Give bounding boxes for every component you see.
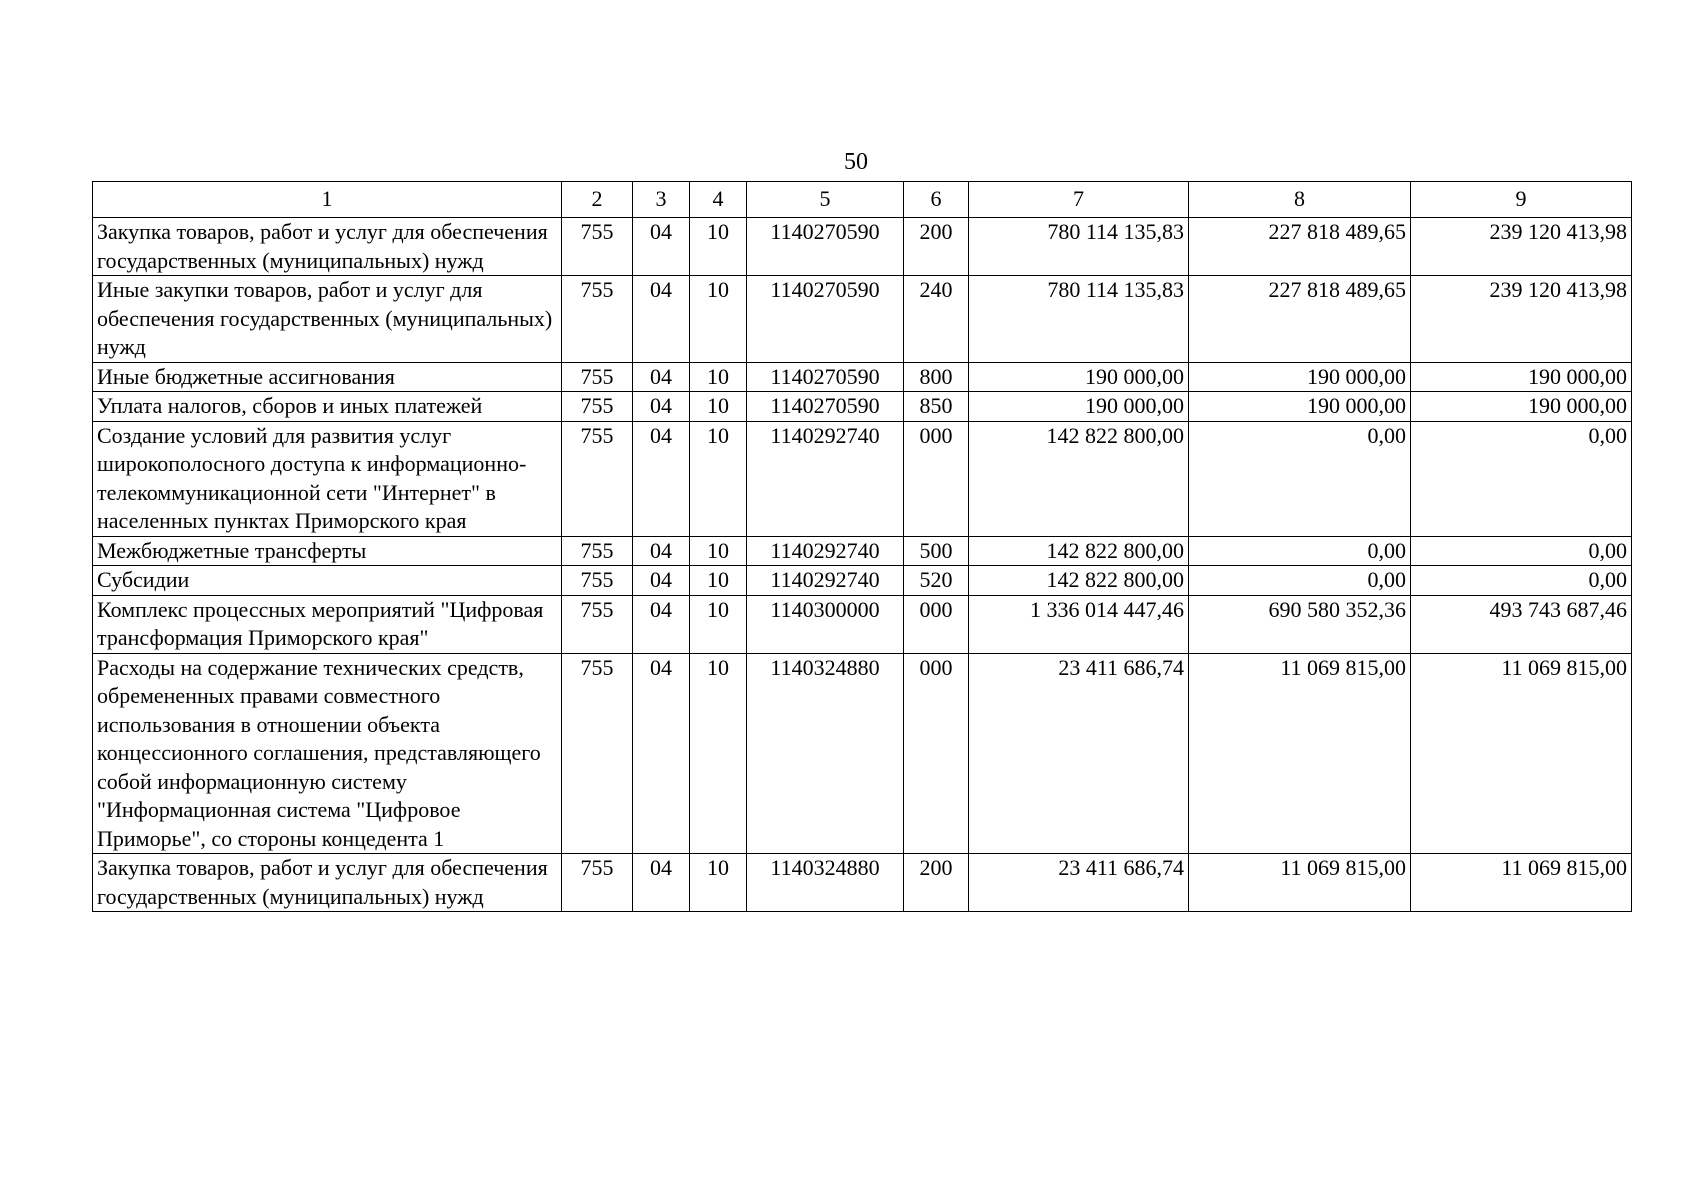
row-amount-8: 11 069 815,00 xyxy=(1189,653,1411,854)
row-code-3: 04 xyxy=(633,566,690,596)
table-header-row xyxy=(93,182,1632,218)
row-amount-9: 239 120 413,98 xyxy=(1411,218,1632,276)
table-row xyxy=(93,653,1632,854)
header-cell: 8 xyxy=(1189,182,1411,218)
row-code-2: 755 xyxy=(562,276,633,363)
row-amount-9: 190 000,00 xyxy=(1411,362,1632,392)
row-amount-8: 190 000,00 xyxy=(1189,362,1411,392)
row-code-6: 800 xyxy=(904,362,969,392)
row-amount-9: 11 069 815,00 xyxy=(1411,854,1632,912)
table-row xyxy=(93,392,1632,422)
row-code-2: 755 xyxy=(562,653,633,854)
row-amount-7: 23 411 686,74 xyxy=(969,653,1189,854)
row-code-6: 500 xyxy=(904,536,969,566)
row-code-5: 1140270590 xyxy=(747,362,904,392)
row-amount-8: 11 069 815,00 xyxy=(1189,854,1411,912)
table-row xyxy=(93,566,1632,596)
row-code-3: 04 xyxy=(633,362,690,392)
row-code-6: 000 xyxy=(904,653,969,854)
table-row xyxy=(93,421,1632,536)
row-code-4: 10 xyxy=(690,421,747,536)
table-row xyxy=(93,595,1632,653)
table-row xyxy=(93,362,1632,392)
row-code-2: 755 xyxy=(562,566,633,596)
header-cell: 7 xyxy=(969,182,1189,218)
row-name: Расходы на содержание технических средств, обремененных правами совместного использования в отношении объекта концессионного соглашения, представляющего собой информационную систему "Информационная система "Цифровое Приморье", со стороны концедента 1 xyxy=(93,653,562,854)
row-code-2: 755 xyxy=(562,421,633,536)
row-code-2: 755 xyxy=(562,392,633,422)
row-name: Закупка товаров, работ и услуг для обеспечения государственных (муниципальных) нужд xyxy=(93,854,562,912)
page-number: 50 xyxy=(844,149,868,175)
row-amount-9: 190 000,00 xyxy=(1411,392,1632,422)
row-code-6: 000 xyxy=(904,595,969,653)
row-code-5: 1140292740 xyxy=(747,421,904,536)
row-name: Комплекс процессных мероприятий "Цифровая трансформация Приморского края" xyxy=(93,595,562,653)
row-amount-7: 142 822 800,00 xyxy=(969,566,1189,596)
row-code-2: 755 xyxy=(562,595,633,653)
row-code-3: 04 xyxy=(633,218,690,276)
row-code-6: 520 xyxy=(904,566,969,596)
row-code-4: 10 xyxy=(690,595,747,653)
row-code-3: 04 xyxy=(633,595,690,653)
row-code-4: 10 xyxy=(690,218,747,276)
table-row xyxy=(93,536,1632,566)
row-code-4: 10 xyxy=(690,276,747,363)
row-code-3: 04 xyxy=(633,854,690,912)
row-amount-7: 780 114 135,83 xyxy=(969,218,1189,276)
row-code-5: 1140324880 xyxy=(747,653,904,854)
row-name: Субсидии xyxy=(93,566,562,596)
row-name: Иные закупки товаров, работ и услуг для обеспечения государственных (муниципальных) нужд xyxy=(93,276,562,363)
row-amount-8: 0,00 xyxy=(1189,536,1411,566)
row-amount-7: 190 000,00 xyxy=(969,362,1189,392)
row-code-6: 200 xyxy=(904,218,969,276)
header-cell: 3 xyxy=(633,182,690,218)
row-code-3: 04 xyxy=(633,421,690,536)
row-code-5: 1140300000 xyxy=(747,595,904,653)
row-amount-8: 227 818 489,65 xyxy=(1189,218,1411,276)
row-code-4: 10 xyxy=(690,566,747,596)
row-amount-9: 0,00 xyxy=(1411,536,1632,566)
row-code-4: 10 xyxy=(690,392,747,422)
row-code-6: 200 xyxy=(904,854,969,912)
row-amount-7: 142 822 800,00 xyxy=(969,421,1189,536)
row-amount-9: 493 743 687,46 xyxy=(1411,595,1632,653)
row-code-6: 850 xyxy=(904,392,969,422)
row-code-4: 10 xyxy=(690,536,747,566)
row-name: Иные бюджетные ассигнования xyxy=(93,362,562,392)
header-cell: 5 xyxy=(747,182,904,218)
row-code-4: 10 xyxy=(690,854,747,912)
row-code-5: 1140270590 xyxy=(747,392,904,422)
row-amount-9: 0,00 xyxy=(1411,566,1632,596)
row-code-3: 04 xyxy=(633,653,690,854)
row-code-5: 1140270590 xyxy=(747,276,904,363)
row-amount-9: 0,00 xyxy=(1411,421,1632,536)
row-code-3: 04 xyxy=(633,536,690,566)
row-amount-8: 0,00 xyxy=(1189,566,1411,596)
row-amount-7: 190 000,00 xyxy=(969,392,1189,422)
row-code-3: 04 xyxy=(633,276,690,363)
row-name: Закупка товаров, работ и услуг для обеспечения государственных (муниципальных) нужд xyxy=(93,218,562,276)
header-cell: 9 xyxy=(1411,182,1632,218)
table-row xyxy=(93,854,1632,912)
header-cell: 2 xyxy=(562,182,633,218)
row-amount-8: 227 818 489,65 xyxy=(1189,276,1411,363)
row-code-4: 10 xyxy=(690,362,747,392)
row-amount-8: 190 000,00 xyxy=(1189,392,1411,422)
row-code-6: 240 xyxy=(904,276,969,363)
row-code-3: 04 xyxy=(633,392,690,422)
row-code-5: 1140270590 xyxy=(747,218,904,276)
header-cell: 6 xyxy=(904,182,969,218)
header-cell: 1 xyxy=(93,182,562,218)
row-amount-8: 690 580 352,36 xyxy=(1189,595,1411,653)
row-name: Межбюджетные трансферты xyxy=(93,536,562,566)
row-amount-7: 142 822 800,00 xyxy=(969,536,1189,566)
row-code-5: 1140324880 xyxy=(747,854,904,912)
row-name: Создание условий для развития услуг широкополосного доступа к информационно-телекоммуникационной сети "Интернет" в населенных пунктах Приморского края xyxy=(93,421,562,536)
row-amount-7: 780 114 135,83 xyxy=(969,276,1189,363)
row-amount-9: 239 120 413,98 xyxy=(1411,276,1632,363)
row-code-2: 755 xyxy=(562,854,633,912)
row-code-2: 755 xyxy=(562,536,633,566)
row-amount-8: 0,00 xyxy=(1189,421,1411,536)
row-amount-7: 1 336 014 447,46 xyxy=(969,595,1189,653)
row-code-2: 755 xyxy=(562,362,633,392)
budget-table xyxy=(92,181,1632,912)
row-code-6: 000 xyxy=(904,421,969,536)
row-code-2: 755 xyxy=(562,218,633,276)
table-row xyxy=(93,276,1632,363)
table-row xyxy=(93,218,1632,276)
row-code-4: 10 xyxy=(690,653,747,854)
row-amount-7: 23 411 686,74 xyxy=(969,854,1189,912)
row-amount-9: 11 069 815,00 xyxy=(1411,653,1632,854)
row-code-5: 1140292740 xyxy=(747,566,904,596)
row-code-5: 1140292740 xyxy=(747,536,904,566)
header-cell: 4 xyxy=(690,182,747,218)
row-name: Уплата налогов, сборов и иных платежей xyxy=(93,392,562,422)
